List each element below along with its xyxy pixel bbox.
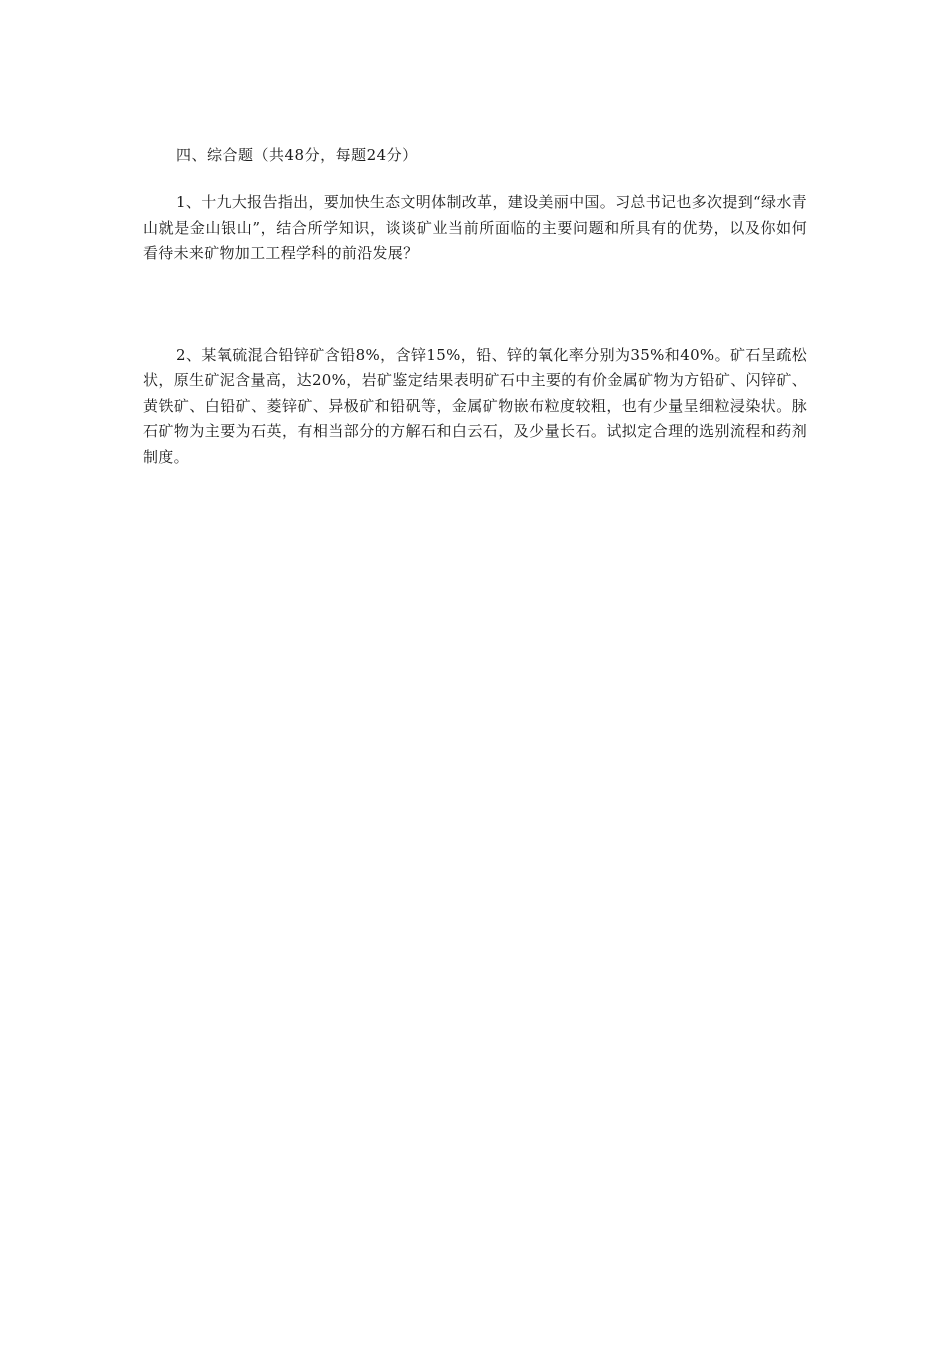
section-heading: 四、综合题（共48分，每题24分） — [176, 146, 418, 164]
document-content — [143, 142, 807, 470]
question-2: 2、某氧硫混合铅锌矿含铅8%，含锌15%，铅、锌的氧化率分别为35%和40%。矿石呈疏松状，原生矿泥含量高，达20%，岩矿鉴定结果表明矿石中主要的有价金属矿物为方铅矿、闪锌矿、黄铁矿、白铅矿、菱锌矿、异极矿和铅矾等，金属矿物嵌布粒度较粗，也有少量呈细粒浸染状。脉石矿物为主要为石英，有相当部分的方解石和白云石，及少量长石。试拟定合理的选别流程和药剂制度。 — [143, 345, 807, 466]
question-1: 1、十九大报告指出，要加快生态文明体制改革，建设美丽中国。习总书记也多次提到“绿水青山就是金山银山”，结合所学知识，谈谈矿业当前所面临的主要问题和所具有的优势，以及你如何看待未来矿物加工工程学科的前沿发展？ — [143, 193, 807, 262]
